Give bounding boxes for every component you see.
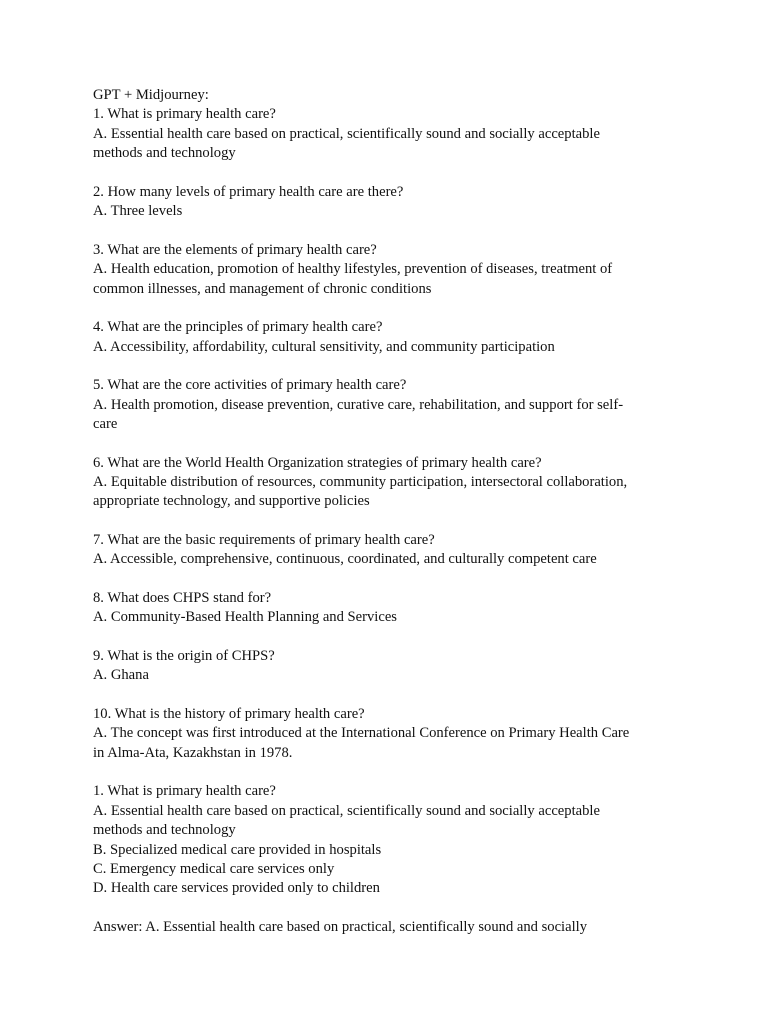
question-text: 5. What are the core activities of primary health care? [93,377,407,394]
answer-text: methods and technology [93,145,236,162]
question-text: 1. What is primary health care? [93,106,276,123]
mcq-answer: Answer: A. Essential health care based on practical, scientifically sound and socially [93,919,587,936]
question-text: 4. What are the principles of primary health care? [93,319,383,336]
question-text: 9. What is the origin of CHPS? [93,648,275,665]
spacer [93,299,683,318]
spacer [93,628,683,647]
answer-text: A. Ghana [93,667,149,684]
qa-item-6 [93,454,683,512]
spacer [93,512,683,531]
answer-text: A. The concept was first introduced at the International Conference on Primary Health Care [93,725,630,742]
spacer [93,434,683,453]
qa-item-7 [93,531,683,570]
mcq-option: D. Health care services provided only to children [93,880,380,897]
answer-text: in Alma-Ata, Kazakhstan in 1978. [93,744,293,761]
answer-text: common illnesses, and management of chronic conditions [93,280,432,297]
question-text: 2. How many levels of primary health care are there? [93,183,404,200]
spacer [93,899,683,918]
question-text: 7. What are the basic requirements of primary health care? [93,532,435,549]
qa-item-3 [93,241,683,299]
document-header: GPT + Midjourney: [93,87,209,103]
qa-item-10 [93,705,683,763]
qa-item-1 [93,105,683,163]
mcq-option: methods and technology [93,822,236,839]
question-text: 6. What are the World Health Organization strategies of primary health care? [93,454,542,471]
spacer [93,686,683,705]
mcq-option: A. Essential health care based on practical, scientifically sound and socially acceptable [93,802,600,819]
question-text: 10. What is the history of primary health care? [93,706,365,723]
answer-text: A. Health education, promotion of healthy lifestyles, prevention of diseases, treatment of [93,261,613,278]
answer-text: A. Community-Based Health Planning and Services [93,609,397,626]
mcq-option: B. Specialized medical care provided in hospitals [93,841,382,858]
answer-text: A. Health promotion, disease prevention, curative care, rehabilitation, and support for self- [93,396,624,413]
answer-text: care [93,416,118,433]
qa-item-5 [93,376,683,434]
qa-item-4 [93,318,683,357]
answer-text: A. Three levels [93,203,183,220]
mcq-item [93,782,683,898]
spacer [93,222,683,241]
answer-text: A. Essential health care based on practical, scientifically sound and socially acceptable [93,125,600,142]
answer-text: appropriate technology, and supportive policies [93,493,370,510]
answer-text: A. Accessibility, affordability, cultural sensitivity, and community participation [93,338,555,355]
answer-text: A. Equitable distribution of resources, community participation, intersectoral collaboration, [93,474,628,491]
question-text: 3. What are the elements of primary health care? [93,241,377,258]
spacer [93,164,683,183]
qa-item-9 [93,647,683,686]
document-page [93,86,683,937]
qa-item-2 [93,183,683,222]
mcq-question: 1. What is primary health care? [93,783,276,800]
spacer [93,570,683,589]
spacer [93,763,683,782]
spacer [93,357,683,376]
answer-text: A. Accessible, comprehensive, continuous, coordinated, and culturally competent care [93,551,597,568]
question-text: 8. What does CHPS stand for? [93,590,272,607]
qa-item-8 [93,589,683,628]
mcq-option: C. Emergency medical care services only [93,861,335,878]
